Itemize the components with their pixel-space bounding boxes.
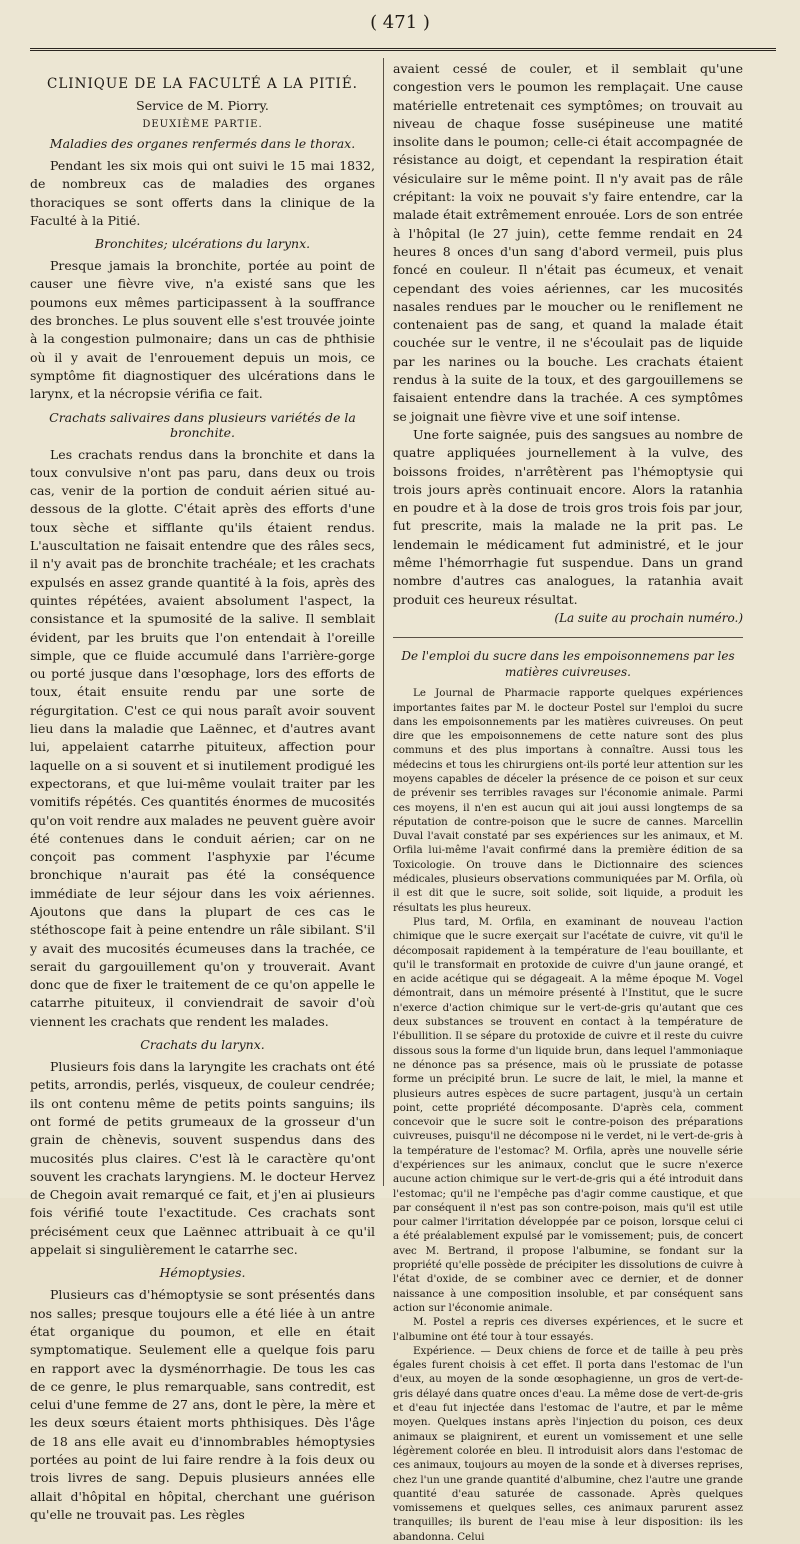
section-title: Maladies des organes renfermés dans le thorax. [49,136,356,151]
part-line: DEUXIÈME PARTIE. [142,119,263,130]
article-title: De l'emploi du sucre dans les empoisonnemens par les matières cuivreuses. [401,649,735,680]
service-line: Service de M. Piorry. [136,98,269,113]
paragraph: Expérience. — Deux chiens de force et de taille à peu près égales furent choisis à cet effet. Il porta dans l'estomac de l'un d'eux, au moyen de la sonde œsophagienne, un gros de vert-de-gris délayé dans quatre onces d'eau. La même dose de vert-de-gris et d'eau fut injectée dans l'estomac de l'autre, et par le même moyen. Quelques instans après l'injection du poison, ces deux animaux se plaignirent, et eurent un vomissement et une selle légèrement colorée en bleu. Il introduisit alors dans l'estomac de ces animaux, toujours au moyen de la sonde et à diverses reprises, chez l'un une grande quantité d'albumine, chez l'autre une grande quantité d'eau saturée de cassonade. Après quelques vomissemens et quelques selles, ces animaux parurent assez tranquilles; ils burent de l'eau mise à leur disposition: ils les abandonna. Celui [393,1344,743,1543]
paragraph: Pendant les six mois qui ont suivi le 15 mai 1832, de nombreux cas de maladies des organes thoraciques se sont offerts dans la clinique de la Faculté à la Pitié. [30,158,375,228]
subsection-title: Crachats salivaires dans plusieurs variétés de la bronchite. [49,409,356,440]
paragraph: Plusieurs fois dans la laryngite les crachats ont été petits, arrondis, perlés, visqueux, de couleur cendrée; ils ont contenu même de petits points sanguins; ils ont formé de petits grumeaux de la grosseur d'un grain de chènevis, souvent suspendus dans des mucosités plus claires. C'est là le caractère qu'ont souvent les crachats laryngiens. M. le docteur Hervez de Chegoin avait remarqué ce fait, et j'en ai plusieurs fois vérifié toute l'exactitude. Ces crachats sont précisément ceux que Laënnec attribuait à ce qu'il appelait si singulièrement le catarrhe sec. [30,1059,375,1258]
subsection-title: Bronchites; ulcérations du larynx. [94,236,311,252]
article-title: CLINIQUE DE LA FACULTÉ A LA PITIÉ. [47,76,358,92]
small-print-block [393,686,743,1544]
continued-note: (La suite au prochain numéro.) [554,610,743,625]
right-column [393,60,743,1543]
subsection-title: Crachats du larynx. [140,1037,265,1053]
paragraph: M. Postel a repris ces diverses expériences, et le sucre et l'albumine ont été tour à tour essayés. [393,1316,743,1343]
paragraph: Les crachats rendus dans la bronchite et dans la toux convulsive n'ont pas paru, dans deux ou trois cas, venir de la portion de conduit aérien situé au-dessous de la glotte. C'était après des efforts d'une toux sèche et sifflante qu'ils étaient rendus. L'auscultation ne faisait entendre que des râles secs, il n'y avait pas de bronchite trachéale; et les crachats expulsés en assez grande quantité à la fois, après des quintes répétées, avaient absolument l'aspect, la consistance et la spumosité de la salive. Il semblait évident, par les bruits que l'on entendait à l'oreille simple, que ce fluide accumulé dans l'arrière-gorge ou porté jusque dans l'œsophage, lors des efforts de toux, était ensuite rendu par une sorte de régurgitation. C'est ce qui nous paraît avoir souvent lieu dans la maladie que Laënnec, et d'autres avant lui, appelaient catarrhe pituiteux, affection pour laquelle on a si souvent et si inutilement prodigué les expectorans, et que lui-même voulait traiter par les vomitifs répétés. Ces quantités énormes de mucosités qu'on voit rendre aux malades ne peuvent guère avoir été contenues dans le conduit aérien; car on ne conçoit pas comment l'asphyxie par l'écume bronchique n'aurait pas été la conséquence immédiate de leur séjour dans les voix aériennes. Ajoutons que dans la plupart de ces cas le stéthoscope fait à peine entendre un râle sibilant. S'il y avait des mucosités écumeuses dans la trachée, ce serait du gargouillement qu'on y trouverait. Avant donc que de fixer le traitement de ce qu'on appelle le catarrhe pituiteux, il conviendrait de savoir d'où viennent les crachats que rendent les malades. [30,446,375,1029]
subsection-title: Hémoptysies. [159,1265,246,1281]
paragraph: Une forte saignée, puis des sangsues au nombre de quatre appliquées journellement à la vulve, des boissons froides, n'arrêtèrent pas l'hémoptysie qui trois jours après continuait encore. Alors la ratanhia en poudre et à la dose de trois gros trois fois par jour, fut prescrite, mais la malade ne la prit pas. Le lendemain le médicament fut administré, et le jour même l'hémorrhagie fut suspendue. Dans un grand nombre d'autres cas analogues, la ratanhia avait produit ces heureux résultat. [393,426,743,607]
article-separator [393,637,743,638]
paragraph: Plusieurs cas d'hémoptysie se sont présentés dans nos salles; presque toujours elle a été liée à un antre état organique du poumon, et elle en était symptomatique. Seulement elle a quelque fois paru en rapport avec la dysménorrhagie. De tous les cas de ce genre, le plus remarquable, sans contredit, est celui d'une femme de 27 ans, dont le père, la mère et les deux sœurs étaient morts phthisiques. Dès l'âge de 18 ans elle avait eu d'innombrables hémoptysies portées au point de lui faire rendre à la fois deux ou trois livres de sang. Depuis plusieurs années elle allait d'hôpital en hôpital, cherchant une guérison qu'elle ne trouvait pas. Les règles [30,1287,375,1522]
column-separator [383,58,384,1186]
page-number: ( 471 ) [370,12,430,33]
paragraph: Plus tard, M. Orfila, en examinant de nouveau l'action chimique que le sucre exerçait sur l'acétate de cuivre, vit qu'il le décomposait rapidement à la température de l'eau bouillante, et qu'il le transformait en protoxide de cuivre d'un jaune orangé, et en acide acétique qui se dégageait. A la même époque M. Vogel démontrait, dans un mémoire présenté à l'Institut, que le sucre n'exerce d'action chimique sur le vert-de-gris qu'autant que ces deux substances se trouvent en contact à la température de l'ébullition. Il se sépare du protoxide de cuivre et il reste du cuivre dissous sous la forme d'un liquide brun, dans lequel l'ammoniaque ne dénonce pas sa présence, mais où le prussiate de potasse forme un précipité brun. Le sucre de lait, le miel, la manne et plusieurs autres espèces de sucre partagent, jusqu'à un certain point, cette propriété décomposante. D'après cela, comment concevoir que le sucre soit le contre-poison des préparations cuivreuses, puisqu'il ne décompose ni le verdet, ni le vert-de-gris à la température de l'estomac? M. Orfila, après une nouvelle série d'expériences sur les animaux, conclut que le sucre n'exerce aucune action chimique sur le vert-de-gris qui a été introduit dans l'estomac; qu'il ne l'empêche pas d'agir comme caustique, et que par conséquent il n'est pas son contre-poison, mais qu'il est utile pour calmer l'irritation développée par ce poison, lorsque celui ci a été préalablement expulsé par le vomissement; puis, de concert avec M. Bertrand, il propose l'albumine, se fondant sur la propriété qu'elle possède de précipiter les dissolutions de cuivre à l'état d'oxide, de se combiner avec ce dernier, et de donner naissance à une composition insoluble, et par conséquent sans action sur l'économie animale. [393,915,743,1314]
left-column [30,60,375,1522]
top-rule [30,48,776,51]
paragraph: Le Journal de Pharmacie rapporte quelques expériences importantes faites par M. le docteur Postel sur l'emploi du sucre dans les empoisonnements par les matières cuivreuses. On peut dire que les empoisonnemens de cette nature sont des plus communs et des plus importans à connaître. Aussi tous les médecins et tous les chirurgiens ont-ils porté leur attention sur les moyens capables de déceler la présence de ce poison et sur ceux de prévenir ses terribles ravages sur l'économie animale. Parmi ces moyens, il n'en est aucun qui ait joui aussi longtemps de sa réputation de contre-poison que le sucre de cannes. Marcellin Duval l'avait constaté par ses expériences sur les animaux, et M. Orfila lui-même l'avait confirmé dans la première édition de sa Toxicologie. On trouve dans le Dictionnaire des sciences médicales, plusieurs observations communiquées par M. Orfila, où il est dit que le sucre, soit solide, soit liquide, a produit les résultats les plus heureux. [393,687,743,914]
paragraph: avaient cessé de couler, et il semblait qu'une congestion vers le poumon les remplaçait. Une cause matérielle entretenait ces symptômes; on trouvait au niveau de chaque fosse susépineuse une matité insolite dans le poumon; celle-ci était accompagnée de résistance au doigt, et cependant la respiration était vésiculaire sur le même point. Il n'y avait pas de râle crépitant: la voix ne pouvait s'y faire entendre, car la malade était extrêmement enrouée. Lors de son entrée à l'hôpital (le 27 juin), cette femme rendait en 24 heures 8 onces d'un sang d'abord vermeil, puis plus foncé en couleur. Il n'était pas écumeux, et venait cependant des voies aériennes, car les mucosités nasales rendues par le moucher ou le reniflement ne contenaient pas de sang, et quand la malade était couchée sur le ventre, il ne s'écoulait pas de liquide par les narines ou la bouche. Les crachats étaient rendus à la suite de la toux, et des gargouillemens se faisaient entendre dans la trachée. A ces symptômes se joignait une fièvre vive et une soif intense. [393,61,743,424]
paragraph: Presque jamais la bronchite, portée au point de causer une fièvre vive, n'a existé sans que les poumons eux mêmes participassent à la souffrance des bronches. Le plus souvent elle s'est trouvée jointe à la congestion pulmonaire; dans un cas de phthisie où il y avait de l'enrouement depuis un mois, ce symptôme fit diagnostiquer des ulcérations dans le larynx, et la nécropsie vérifia ce fait. [30,258,375,402]
